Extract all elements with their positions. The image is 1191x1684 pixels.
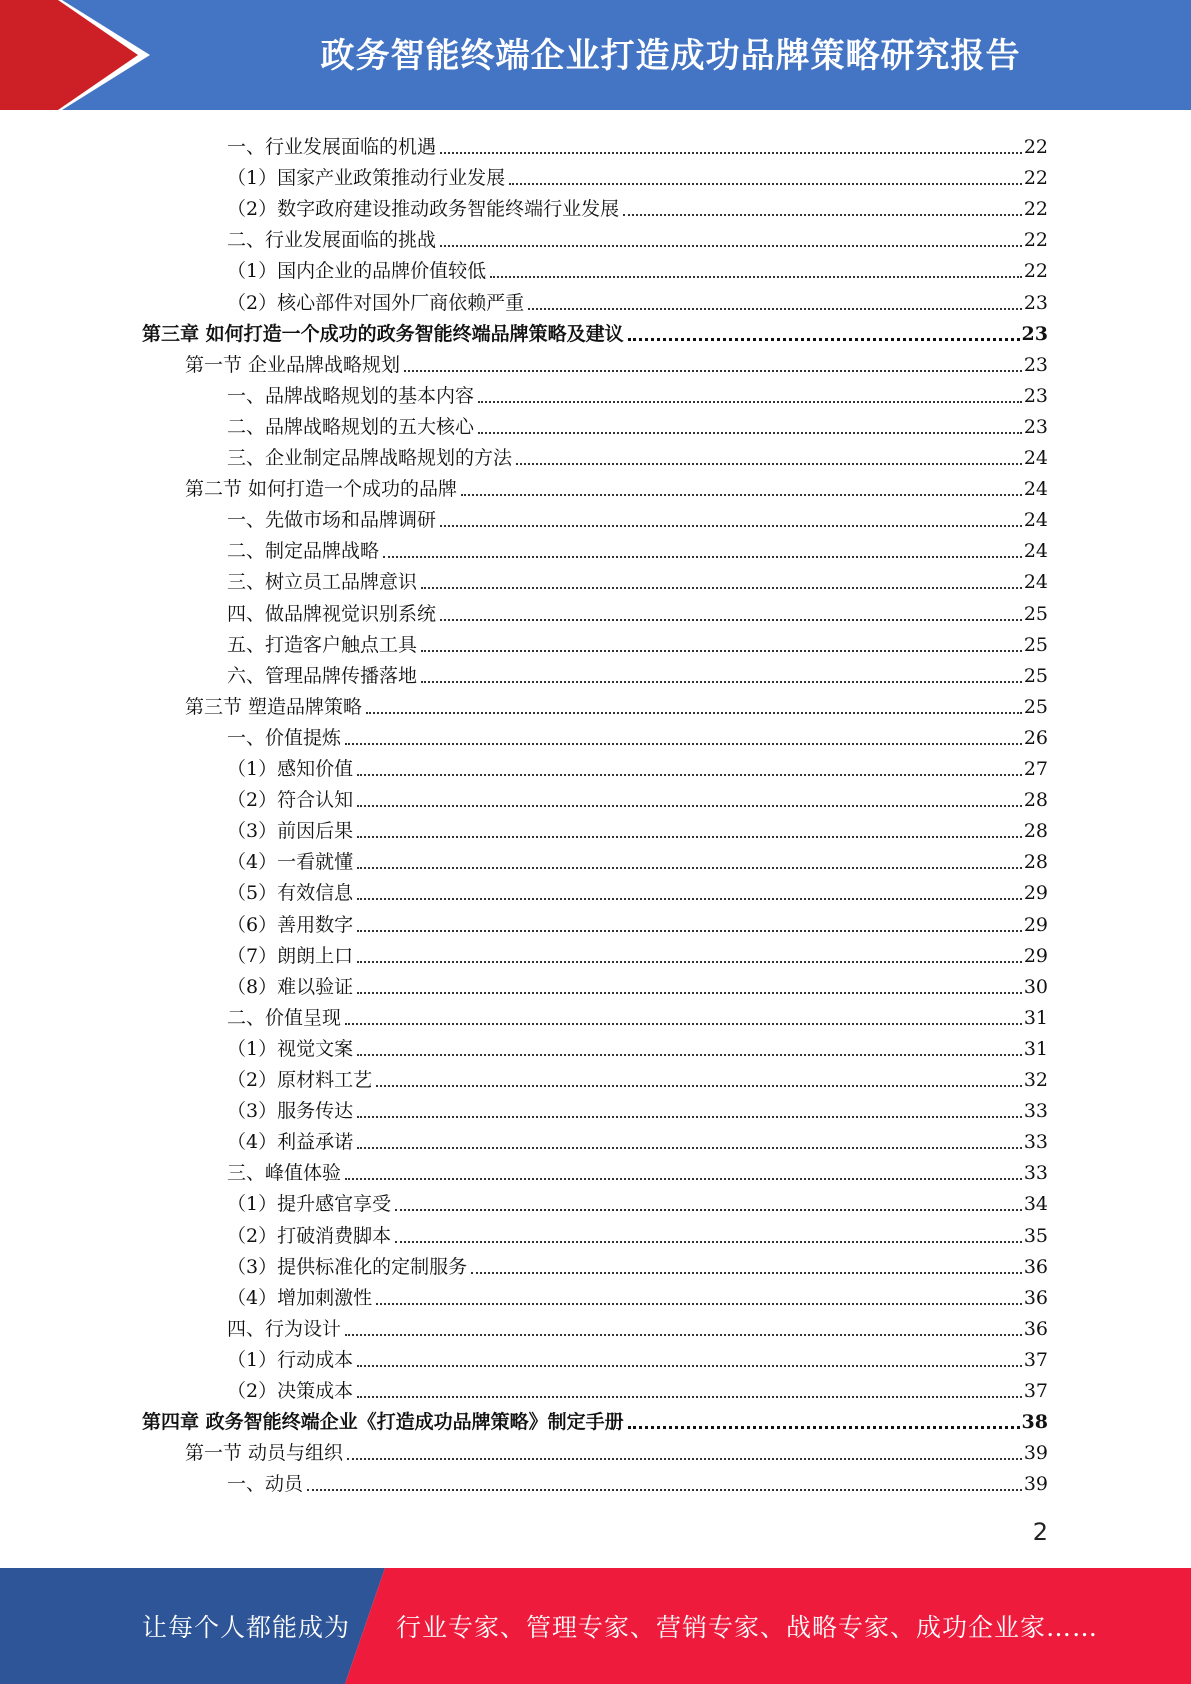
toc-entry[interactable] [227,1372,1048,1403]
toc-entry-label: （3）前因后果 [227,820,354,843]
toc-chapter-entry[interactable] [142,315,1048,346]
toc-leader-dots [357,866,1022,869]
toc-entry-page: 22 [1023,136,1048,158]
toc-entry-page: 39 [1023,1473,1048,1496]
toc-chapter-entry[interactable] [142,1403,1048,1434]
toc-entry-page: 33 [1023,1100,1048,1123]
toc-leader-dots [440,151,1022,154]
toc-leader-dots [440,618,1022,621]
toc-entry[interactable] [227,1465,1048,1496]
toc-entry-page: 35 [1023,1224,1048,1247]
toc-leader-dots [357,773,1022,776]
toc-leader-dots [395,1208,1022,1211]
toc-entry-label: 六、管理品牌传播落地 [227,664,418,687]
toc-leader-dots [357,835,1022,838]
toc-entry-page: 33 [1023,1131,1048,1154]
toc-entry[interactable] [227,128,1048,159]
toc-entry[interactable] [227,501,1048,532]
toc-entry[interactable] [227,159,1048,190]
toc-entry-page: 22 [1023,260,1048,283]
toc-entry-page: 24 [1023,571,1048,594]
toc-entry[interactable] [227,1310,1048,1341]
toc-entry-page: 29 [1023,913,1048,936]
toc-entry-label: 二、价值呈现 [227,1006,342,1029]
toc-entry-page: 38 [1021,1411,1048,1434]
toc-leader-dots [395,1240,1022,1243]
toc-entry-label: （3）提供标准化的定制服务 [227,1255,468,1278]
toc-entry-label: （3）服务传达 [227,1100,354,1123]
toc-entry-page: 25 [1023,664,1048,687]
toc-entry-page: 39 [1023,1442,1048,1465]
footer-slogan-right: 行业专家、管理专家、营销专家、战略专家、成功企业家…… [396,1613,1099,1642]
toc-entry-page: 36 [1023,1317,1048,1340]
toc-entry-label: 一、动员 [227,1473,304,1496]
page-header [0,0,1191,110]
toc-entry-page: 29 [1023,882,1048,905]
toc-entry[interactable] [227,843,1048,874]
toc-entry-page: 24 [1023,540,1048,563]
page-footer [0,1568,1191,1684]
toc-entry-page: 23 [1023,384,1048,407]
toc-leader-dots [347,1457,1022,1460]
toc-entry[interactable] [227,1154,1048,1185]
toc-leader-dots [478,431,1022,434]
toc-entry-page: 33 [1023,1162,1048,1185]
toc-entry[interactable] [227,408,1048,439]
toc-entry-label: （1）国家产业政策推动行业发展 [227,167,506,190]
toc-entry[interactable] [227,1030,1048,1061]
toc-entry[interactable] [185,1434,1048,1465]
toc-entry-page: 32 [1023,1069,1048,1091]
toc-entry[interactable] [227,657,1048,688]
toc-entry[interactable] [227,377,1048,408]
toc-leader-dots [440,524,1022,527]
toc-entry[interactable] [185,346,1048,377]
toc-entry[interactable] [227,190,1048,221]
toc-leader-dots [307,1488,1022,1491]
toc-entry-page: 23 [1023,291,1048,314]
toc-leader-dots [357,991,1022,994]
toc-leader-dots [471,1271,1022,1274]
toc-entry[interactable] [227,812,1048,843]
toc-entry-page: 26 [1023,726,1048,749]
toc-entry-page: 22 [1023,167,1048,190]
toc-leader-dots [421,586,1022,589]
toc-entry[interactable] [227,626,1048,657]
toc-leader-dots [509,182,1022,185]
toc-entry-label: 一、价值提炼 [227,726,342,749]
toc-entry-page: 31 [1023,1006,1048,1029]
toc-leader-dots [404,369,1022,372]
toc-entry[interactable] [227,1248,1048,1279]
toc-entry-label: 四、做品牌视觉识别系统 [227,602,437,625]
toc-leader-dots [528,307,1022,310]
toc-entry[interactable] [227,563,1048,594]
toc-entry[interactable] [227,221,1048,252]
toc-leader-dots [357,1364,1022,1367]
toc-entry-label: （1）提升感官享受 [227,1193,392,1216]
toc-entry-label: （2）符合认知 [227,789,354,812]
toc-leader-dots [376,1302,1022,1305]
toc-entry-label: （1）感知价值 [227,758,354,780]
page-number: 2 [1032,1518,1048,1546]
toc-entry-page: 37 [1023,1348,1048,1371]
toc-entry-label: 二、制定品牌战略 [227,540,380,563]
toc-entry[interactable] [227,1123,1048,1154]
toc-leader-dots [478,400,1022,403]
toc-entry-page: 25 [1023,695,1048,718]
toc-leader-dots [623,213,1022,216]
toc-leader-dots [628,337,1020,341]
toc-leader-dots [376,1084,1022,1087]
toc-entry-label: 五、打造客户触点工具 [227,633,418,656]
toc-entry-page: 25 [1023,633,1048,656]
toc-leader-dots [357,929,1022,932]
toc-entry-label: （4）利益承诺 [227,1131,354,1154]
toc-entry-page: 25 [1023,602,1048,625]
toc-entry[interactable] [227,781,1048,812]
toc-entry-page: 22 [1023,229,1048,252]
toc-entry-page: 36 [1023,1286,1048,1309]
toc-entry-label: （2）原材料工艺 [227,1069,373,1091]
toc-entry[interactable] [227,937,1048,968]
toc-entry-label: 第二节 如何打造一个成功的品牌 [185,478,458,501]
toc-entry-page: 22 [1023,198,1048,221]
toc-entry[interactable] [227,1185,1048,1216]
toc-leader-dots [383,555,1022,558]
footer-slogan-left: 让每个人都能成为 [142,1613,351,1642]
toc-entry-page: 36 [1023,1255,1048,1278]
toc-leader-dots [421,680,1022,683]
toc-entry-page: 28 [1023,789,1048,812]
toc-entry[interactable] [227,532,1048,563]
toc-entry-label: 四、行为设计 [227,1317,342,1340]
toc-entry-label: （2）打破消费脚本 [227,1224,392,1247]
toc-entry[interactable] [227,1341,1048,1372]
toc-leader-dots [357,1115,1022,1118]
toc-entry-label: （4）一看就懂 [227,851,354,874]
toc-entry[interactable] [227,1217,1048,1248]
toc-entry-page: 23 [1023,353,1048,376]
toc-entry-page: 24 [1023,509,1048,532]
toc-entry-page: 23 [1021,322,1048,345]
toc-entry-page: 28 [1023,851,1048,874]
toc-leader-dots [357,1146,1022,1149]
toc-entry[interactable] [227,252,1048,283]
toc-entry-label: 二、行业发展面临的挑战 [227,229,437,252]
toc-leader-dots [345,1333,1022,1336]
toc-leader-dots [628,1425,1020,1429]
toc-leader-dots [357,1395,1022,1398]
toc-entry[interactable] [227,1061,1048,1092]
toc-entry-label: （2）数字政府建设推动政务智能终端行业发展 [227,198,620,221]
toc-leader-dots [357,897,1022,900]
toc-entry-page: 37 [1023,1380,1048,1402]
toc-entry[interactable] [227,595,1048,626]
toc-leader-dots [490,275,1022,278]
toc-entry-page: 28 [1023,820,1048,843]
toc-entry[interactable] [185,688,1048,719]
toc-entry-label: 第三章 如何打造一个成功的政务智能终端品牌策略及建议 [142,322,624,345]
toc-entry-label: （8）难以验证 [227,975,354,998]
toc-entry[interactable] [185,470,1048,501]
toc-leader-dots [357,960,1022,963]
toc-entry-label: （6）善用数字 [227,913,354,936]
toc-entry[interactable] [227,439,1048,470]
toc-entry-page: 29 [1023,944,1048,967]
toc-entry[interactable] [227,284,1048,315]
toc-entry-page: 34 [1023,1193,1048,1216]
toc-entry[interactable] [227,719,1048,750]
toc-leader-dots [421,649,1022,652]
toc-leader-dots [461,493,1022,496]
toc-entry-label: （7）朗朗上口 [227,944,354,967]
toc-entry-label: 一、行业发展面临的机遇 [227,136,437,158]
toc-entry[interactable] [227,968,1048,999]
toc-entry-label: 二、品牌战略规划的五大核心 [227,415,475,438]
toc-leader-dots [357,1053,1022,1056]
toc-entry-page: 30 [1023,975,1048,998]
report-title: 政务智能终端企业打造成功品牌策略研究报告 [320,35,1021,76]
toc-entry-label: 第一节 企业品牌战略规划 [185,353,401,376]
toc-entry-label: （4）增加刺激性 [227,1286,373,1309]
toc-entry-label: 三、企业制定品牌战略规划的方法 [227,447,513,469]
toc-entry[interactable] [227,999,1048,1030]
toc-entry-page: 23 [1023,415,1048,438]
toc-leader-dots [366,711,1022,714]
toc-entry[interactable] [227,874,1048,905]
toc-entry[interactable] [227,1092,1048,1123]
toc-entry-label: 第三节 塑造品牌策略 [185,695,363,718]
toc-leader-dots [345,1022,1022,1025]
toc-entry-label: （5）有效信息 [227,882,354,905]
toc-entry[interactable] [227,750,1048,781]
toc-entry-label: （1）国内企业的品牌价值较低 [227,260,487,283]
toc-entry-label: 三、树立员工品牌意识 [227,571,418,594]
toc-leader-dots [516,462,1022,465]
toc-entry-page: 31 [1023,1037,1048,1060]
toc-entry-label: 一、先做市场和品牌调研 [227,509,437,532]
toc-entry-label: 一、品牌战略规划的基本内容 [227,384,475,407]
toc-leader-dots [345,1177,1022,1180]
toc-entry-label: （1）行动成本 [227,1348,354,1371]
toc-entry-page: 27 [1023,758,1048,780]
toc-entry-label: 三、峰值体验 [227,1162,342,1185]
toc-leader-dots [440,244,1022,247]
toc-entry-page: 24 [1023,447,1048,469]
toc-entry-page: 24 [1023,478,1048,501]
toc-entry-label: （1）视觉文案 [227,1037,354,1060]
toc-leader-dots [357,804,1022,807]
red-chevron-icon [0,0,160,110]
toc-entry-label: 第四章 政务智能终端企业《打造成功品牌策略》制定手册 [142,1411,624,1434]
toc-entry[interactable] [227,1279,1048,1310]
toc-entry-label: （2）决策成本 [227,1380,354,1402]
toc-entry[interactable] [227,906,1048,937]
toc-leader-dots [345,742,1022,745]
toc-entry-label: （2）核心部件对国外厂商依赖严重 [227,291,525,314]
toc-entry-label: 第一节 动员与组织 [185,1442,344,1465]
